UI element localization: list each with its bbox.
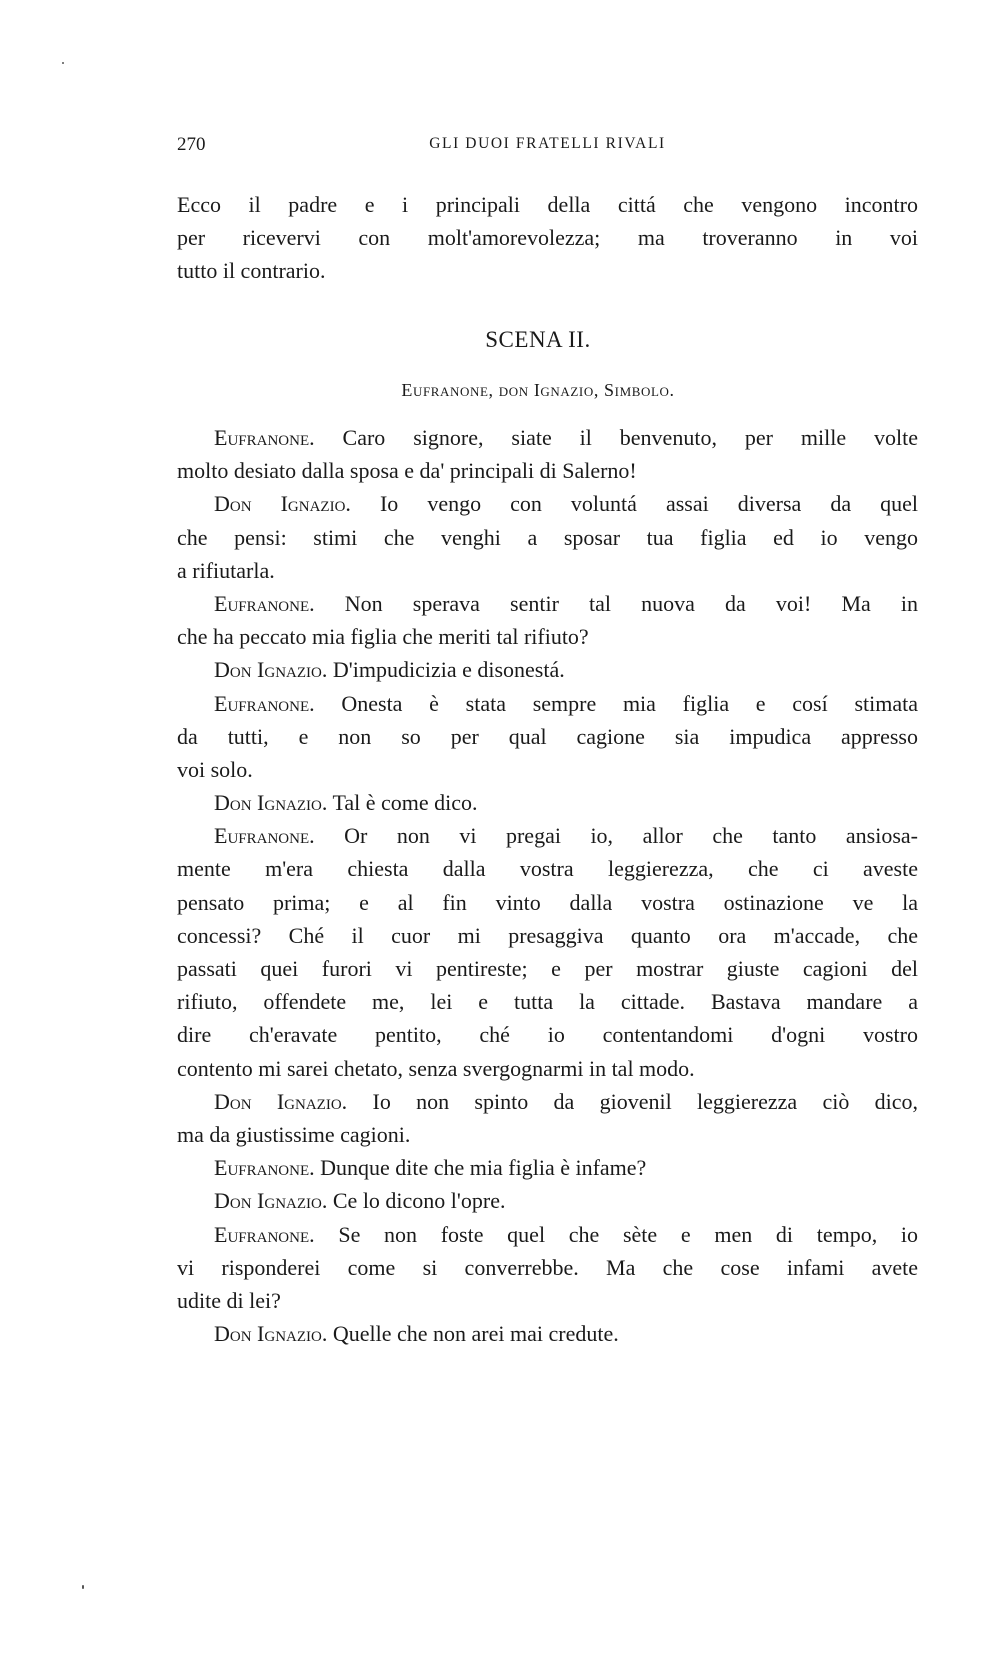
text-line: tutto il contrario. — [177, 258, 326, 284]
speech — [177, 786, 918, 819]
speech-text: Onesta è stata sempre mia figlia e cosí stimata — [341, 690, 918, 716]
text-line: per ricevervi con molt'amorevolezza; ma troveranno in voi — [177, 225, 918, 251]
speech — [177, 1151, 918, 1184]
text-line — [177, 919, 918, 952]
text-line — [177, 852, 918, 885]
text-line — [177, 1151, 918, 1184]
page-number: 270 — [177, 134, 206, 155]
speech-text: Quelle che non arei mai credute. — [332, 1321, 619, 1347]
text-line — [177, 985, 918, 1018]
speech-text: che ha peccato mia figlia che meriti tal rifiuto? — [177, 624, 589, 650]
speaker-name: Don Ignazio. — [214, 1088, 348, 1114]
speaker-name: Don Ignazio. — [214, 657, 328, 683]
speech — [177, 653, 918, 686]
speech-text: concessi? Ché il cuor mi presaggiva quanto ora m'accade, che — [177, 922, 918, 948]
speech-text: voi solo. — [177, 756, 253, 782]
text-line — [177, 753, 918, 786]
speech-text: molto desiato dalla sposa e da' principali di Salerno! — [177, 458, 637, 484]
speech-text: mente m'era chiesta dalla vostra leggierezza, che ci aveste — [177, 856, 918, 882]
speaker-name: Don Ignazio. — [214, 491, 351, 517]
text-line — [177, 1052, 918, 1085]
speaker-name: Eufranone. — [214, 1155, 315, 1181]
scan-speck — [62, 62, 64, 64]
text-line — [177, 687, 918, 720]
speech — [177, 819, 918, 1085]
text-line — [177, 1018, 918, 1051]
speech-text: Dunque dite che mia figlia è infame? — [320, 1155, 647, 1181]
running-header — [177, 134, 918, 160]
running-title: GLI DUOI FRATELLI RIVALI — [429, 135, 666, 152]
speech — [177, 421, 918, 487]
speaker-name: Don Ignazio. — [214, 1188, 328, 1214]
text-line — [177, 786, 918, 819]
speech-text: Ce lo dicono l'opre. — [332, 1188, 506, 1214]
text-line — [177, 1317, 918, 1350]
intro-paragraph — [177, 188, 918, 288]
dialogue — [177, 421, 918, 1350]
scene-title: SCENA II. — [485, 327, 591, 352]
text-line — [177, 521, 918, 554]
speech — [177, 587, 918, 653]
speech-text: Tal è come dico. — [332, 790, 478, 816]
speaker-name: Don Ignazio. — [214, 1321, 328, 1347]
speaker-name: Eufranone. — [214, 590, 315, 616]
text-line — [177, 1251, 918, 1284]
scan-speck — [82, 1585, 84, 1589]
speech-text: dire ch'eravate pentito, ché io contentandomi d'ogni vostro — [177, 1022, 918, 1048]
text-line — [177, 886, 918, 919]
speech-text: Se non foste quel che sète e men di tempo, io — [338, 1221, 919, 1247]
speech — [177, 1184, 918, 1217]
speaker-name: Eufranone. — [214, 690, 315, 716]
speaker-name: Eufranone. — [214, 425, 315, 450]
speech-text: Io non spinto da giovenil leggierezza ciò dico, — [372, 1088, 919, 1114]
text-line: Ecco il padre e i principali della cittá che vengono incontro — [177, 192, 918, 217]
scene-characters: Eufranone, don Ignazio, Simbolo. — [401, 380, 675, 400]
speech-text: a rifiutarla. — [177, 557, 275, 583]
speech — [177, 1317, 918, 1350]
speech-text: pensato prima; e al fin vinto dalla vostra ostinazione ve la — [177, 889, 918, 915]
text-line — [177, 1184, 918, 1217]
text-line — [177, 454, 918, 487]
speech-text: da tutti, e non so per qual cagione sia impudica appresso — [177, 723, 918, 749]
text-line — [177, 1085, 918, 1118]
speaker-name: Don Ignazio. — [214, 790, 328, 816]
text-line — [177, 620, 918, 653]
speaker-name: Eufranone. — [214, 823, 315, 849]
speech-text: Or non vi pregai io, allor che tanto ansiosa- — [344, 823, 918, 849]
text-line — [177, 653, 918, 686]
text-line — [177, 1218, 918, 1251]
speech-text: Caro signore, siate il benvenuto, per mille volte — [342, 425, 918, 450]
speech-text: Non sperava sentir tal nuova da voi! Ma in — [344, 590, 919, 616]
text-line — [177, 1284, 918, 1317]
speech-text: passati quei furori vi pentireste; e per mostrar giuste cagioni del — [177, 956, 918, 981]
text-line — [177, 587, 918, 620]
speech — [177, 1218, 918, 1318]
speech — [177, 687, 918, 787]
text-line — [177, 720, 918, 753]
text-line — [177, 421, 918, 454]
text-line — [177, 554, 918, 587]
speech-text: contento mi sarei chetato, senza svergognarmi in tal modo. — [177, 1055, 695, 1081]
text-line — [177, 819, 918, 852]
speech-text: che pensi: stimi che venghi a sposar tua figlia ed io vengo — [177, 524, 918, 550]
speaker-name: Eufranone. — [214, 1221, 315, 1247]
text-line — [177, 1118, 918, 1151]
text-line — [177, 952, 918, 985]
speech-text: D'impudicizia e disonestá. — [332, 657, 565, 683]
text-line — [177, 487, 918, 520]
speech — [177, 487, 918, 587]
speech-text: vi risponderei come si converrebbe. Ma che cose infami avete — [177, 1254, 918, 1280]
speech-text: ma da giustissime cagioni. — [177, 1121, 411, 1147]
speech-text: udite di lei? — [177, 1287, 281, 1313]
speech-text: Io vengo con voluntá assai diversa da quel — [379, 491, 919, 517]
speech-text: rifiuto, offendete me, lei e tutta la cittade. Bastava mandare a — [177, 989, 918, 1015]
speech — [177, 1085, 918, 1151]
